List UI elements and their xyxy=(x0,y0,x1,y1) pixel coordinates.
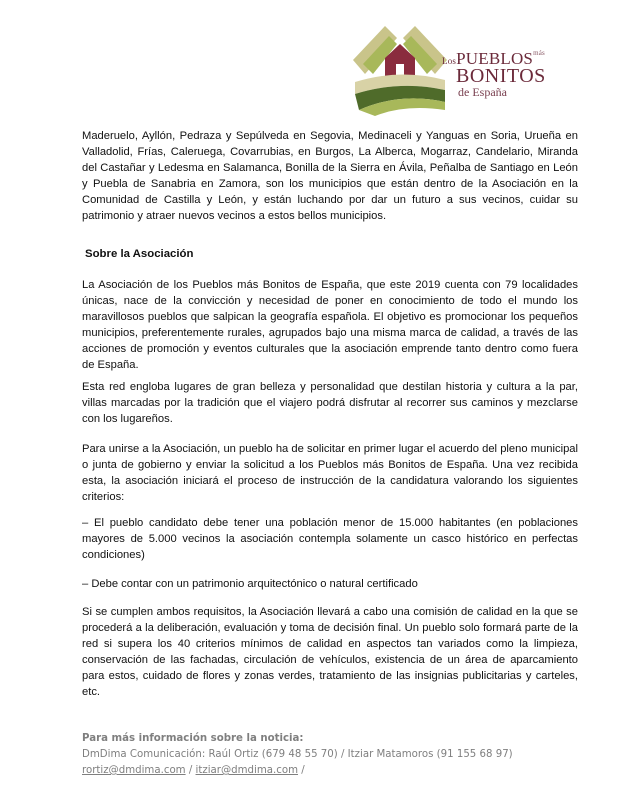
paragraph-municipios: Maderuelo, Ayllón, Pedraza y Sepúlveda en Segovia, Medinaceli y Yanguas en Soria, Urueña en Valladolid, Frías, Caleruega, Covarrubias, en Burgos, La Alberca, Mogarraz, Candelario, Miranda del Castañar y Ledesma en Salamanca, Bonilla de la Sierra en Ávila, Peñalba de Santiago en León y Puebla de Sanabria en Zamora, son los municipios que están dentro de la Asociación en la Comunidad de Castilla y León, y están luchando por dar un futuro a sus vecinos, cuidar su patrimonio y atraer nuevos vecinos a estos bellos municipios. xyxy=(82,130,578,222)
logo-mas: más xyxy=(533,49,545,57)
logo-wordmark xyxy=(442,50,572,98)
criterion-poblacion: – El pueblo candidato debe tener una población menor de 15.000 habitantes (en poblaciones mayores de 5.000 vecinos la asociación contempla solamente un casco histórico en perfectas condiciones) xyxy=(82,517,578,561)
paragraph-requisitos: Si se cumplen ambos requisitos, la Asociación llevará a cabo una comisión de calidad en la que se procederá a la deliberación, evaluación y toma de decisión final. Un pueblo solo formará parte de la red si supera los 40 criterios mínimos de calidad en aspectos tan variados como la limpieza, conservación de las fachadas, circulación de vehículos, existencia de un área de aparcamiento para estos, cuidado de flores y zonas verdes, tratamiento de las insignias publicitarias y carteles, etc. xyxy=(82,606,578,698)
paragraph-unirse: Para unirse a la Asociación, un pueblo ha de solicitar en primer lugar el acuerdo del pleno municipal o junta de gobierno y enviar la solicitud a los Pueblos más Bonitos de España. Una vez recibida esta, la asociación iniciará el proceso de instrucción de la candidatura valorando los siguientes criterios: xyxy=(82,443,578,503)
paragraph-asociacion: La Asociación de los Pueblos más Bonitos de España, que este 2019 cuenta con 79 localidades únicas, nace de la convicción y necesidad de poner en conocimiento de todo el mundo los maravillosos pueblos que salpican la geografía española. El objetivo es promocionar los pequeños municipios, preferentemente rurales, agrupados bajo una misma marca de calidad, a través de las acciones de promoción y eventos culturales que la asociación emprende tanto dentro como fuera de España. xyxy=(82,279,578,371)
logo-los: Los xyxy=(442,56,457,66)
email-separator-end: / xyxy=(298,765,305,776)
email-link-itziar[interactable]: itziar@dmdima.com xyxy=(195,765,299,776)
logo-de-espana: de España xyxy=(458,85,507,99)
paragraph-red: Esta red engloba lugares de gran belleza y personalidad que destilan historia y cultura a la par, villas marcadas por la tradición que el viajero podrá disfrutar al recorrer sus caminos y mezclarse con los lugareños. xyxy=(82,381,578,425)
logo-bonitos: BONITOS xyxy=(456,65,546,87)
contact-emails xyxy=(82,763,513,779)
logo-emblem-icon xyxy=(345,18,455,118)
section-heading: Sobre la Asociación xyxy=(85,248,194,260)
contact-block xyxy=(82,731,513,779)
criterion-patrimonio: – Debe contar con un patrimonio arquitectónico o natural certificado xyxy=(82,578,418,590)
contact-line: DmDima Comunicación: Raúl Ortiz (679 48 55 70) / Itziar Matamoros (91 155 68 97) xyxy=(82,749,513,760)
email-link-rortiz[interactable]: rortiz@dmdima.com xyxy=(82,765,186,776)
contact-title: Para más información sobre la noticia: xyxy=(82,733,304,744)
email-separator: / xyxy=(185,765,196,776)
logo-pueblos: PUEBLOS xyxy=(456,49,534,68)
